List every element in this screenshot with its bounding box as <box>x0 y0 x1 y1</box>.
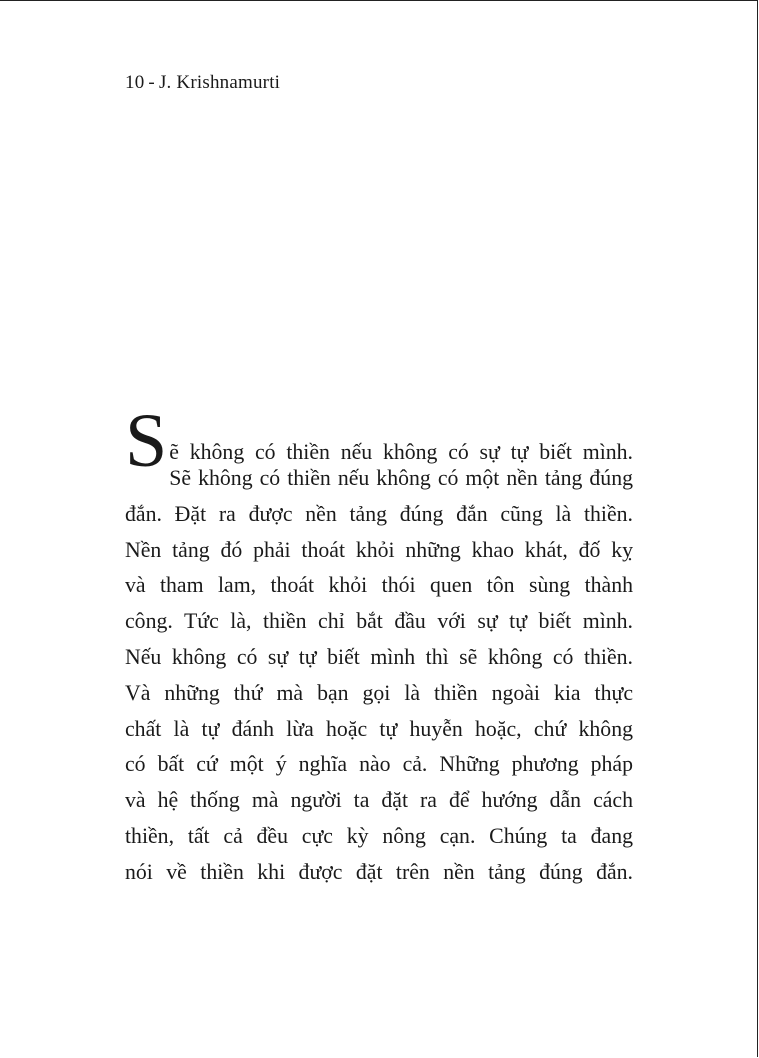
header-separator: - <box>148 72 155 93</box>
text-line: nói về thiền khi được đặt trên nền tảng đúng đắn. <box>125 859 633 884</box>
text-line: Nếu không có sự tự biết mình thì sẽ không có thiền. <box>125 644 633 669</box>
running-header <box>125 72 280 94</box>
first-line-text: ẽ không có thiền nếu không có sự tự biết mình. <box>169 440 633 464</box>
body-paragraph <box>125 399 633 891</box>
text-line: chất là tự đánh lừa hoặc tự huyễn hoặc, chứ không <box>125 716 633 741</box>
text-line: công. Tức là, thiền chỉ bắt đầu với sự tự biết mình. <box>125 609 633 634</box>
text-line: Và những thứ mà bạn gọi là thiền ngoài kia thực <box>125 680 633 705</box>
text-line: Sẽ không có thiền nếu không có một nền tảng đúng <box>169 466 633 490</box>
text-line: Nền tảng đó phải thoát khỏi những khao khát, đố kỵ <box>125 537 633 562</box>
text-line: và tham lam, thoát khỏi thói quen tôn sùng thành <box>125 573 633 598</box>
text-line: đắn. Đặt ra được nền tảng đúng đắn cũng là thiền. <box>125 501 633 526</box>
text-line: thiền, tất cả đều cực kỳ nông cạn. Chúng ta đang <box>125 823 633 848</box>
author-name: J. Krishnamurti <box>158 72 281 93</box>
page-number: 10 <box>125 72 145 93</box>
drop-cap: S <box>125 399 168 483</box>
text-line: và hệ thống mà người ta đặt ra để hướng dẫn cách <box>125 788 633 813</box>
text-line: có bất cứ một ý nghĩa nào cả. Những phương pháp <box>125 752 633 777</box>
